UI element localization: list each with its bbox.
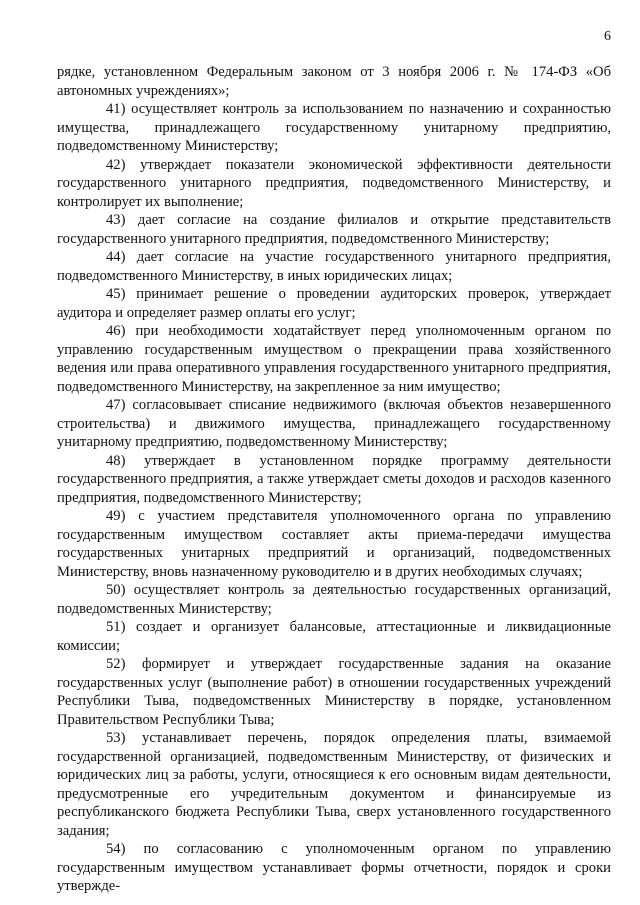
paragraph-item-44: 44) дает согласие на участие государственного унитарного предприятия, подведомственного Министерству, в иных юридических лицах; <box>57 249 611 284</box>
paragraph-continuation: рядке, установленном Федеральным законом от 3 ноября 2006 г. № 174-ФЗ «Об автономных учреждениях»; <box>57 64 611 99</box>
paragraph-item-45: 45) принимает решение о проведении аудиторских проверок, утверждает аудитора и определяет размер оплаты его услуг; <box>57 286 611 321</box>
paragraph-item-51: 51) создает и организует балансовые, аттестационные и ликвидационные комиссии; <box>57 619 611 654</box>
paragraph-item-43: 43) дает согласие на создание филиалов и открытие представительств государственного унитарного предприятия, подведомственного Министерству; <box>57 212 611 247</box>
page-number: 6 <box>604 29 611 44</box>
paragraph-item-46: 46) при необходимости ходатайствует перед уполномоченным органом по управлению государственным имуществом о прекращении права хозяйственного ведения или права оперативного управления государственного унитарного предприятия, подведомственного Министерству, на закрепленное за ним имущество; <box>57 323 611 395</box>
paragraph-item-47: 47) согласовывает списание недвижимого (включая объектов незавершенного строительства) и движимого имущества, принадлежащего государственному унитарному предприятию, подведомственному Министерству; <box>57 397 611 450</box>
paragraph-item-53: 53) устанавливает перечень, порядок определения платы, взимаемой государственной организацией, подведомственным Министерству, от физических и юридических лиц за работы, услуги, относящиеся к его основным видам деятельности, предусмотренные его учредительным документом и финансируемые из республиканского бюджета Республики Тыва, сверх установленного государственного задания; <box>57 730 611 839</box>
paragraph-item-54: 54) по согласованию с уполномоченным органом по управлению государственным имуществом устанавливает формы отчетности, порядок и сроки утвержде- <box>57 841 611 894</box>
paragraph-item-49: 49) с участием представителя уполномоченного органа по управлению государственным имуществом составляет акты приема-передачи имущества государственных унитарных предприятий и организаций, подведомственных Министерству, вновь назначенному руководителю и в других необходимых случаях; <box>57 508 611 580</box>
paragraph-item-52: 52) формирует и утверждает государственные задания на оказание государственных услуг (выполнение работ) в отношении государственных учреждений Республики Тыва, подведомственных Министерству в порядке, установленном Правительством Республики Тыва; <box>57 656 611 728</box>
paragraph-item-41: 41) осуществляет контроль за использованием по назначению и сохранностью имущества, принадлежащего государственному унитарному предприятию, подведомственному Министерству; <box>57 101 611 154</box>
document-body <box>57 63 611 896</box>
paragraph-item-48: 48) утверждает в установленном порядке программу деятельности государственного предприятия, а также утверждает сметы доходов и расходов казенного предприятия, подведомственного Министерству; <box>57 452 611 506</box>
paragraph-item-42: 42) утверждает показатели экономической эффективности деятельности государственного унитарного предприятия, подведомственного Министерству, и контролирует их выполнение; <box>57 156 611 210</box>
paragraph-item-50: 50) осуществляет контроль за деятельностью государственных организаций, подведомственных Министерству; <box>57 582 611 617</box>
